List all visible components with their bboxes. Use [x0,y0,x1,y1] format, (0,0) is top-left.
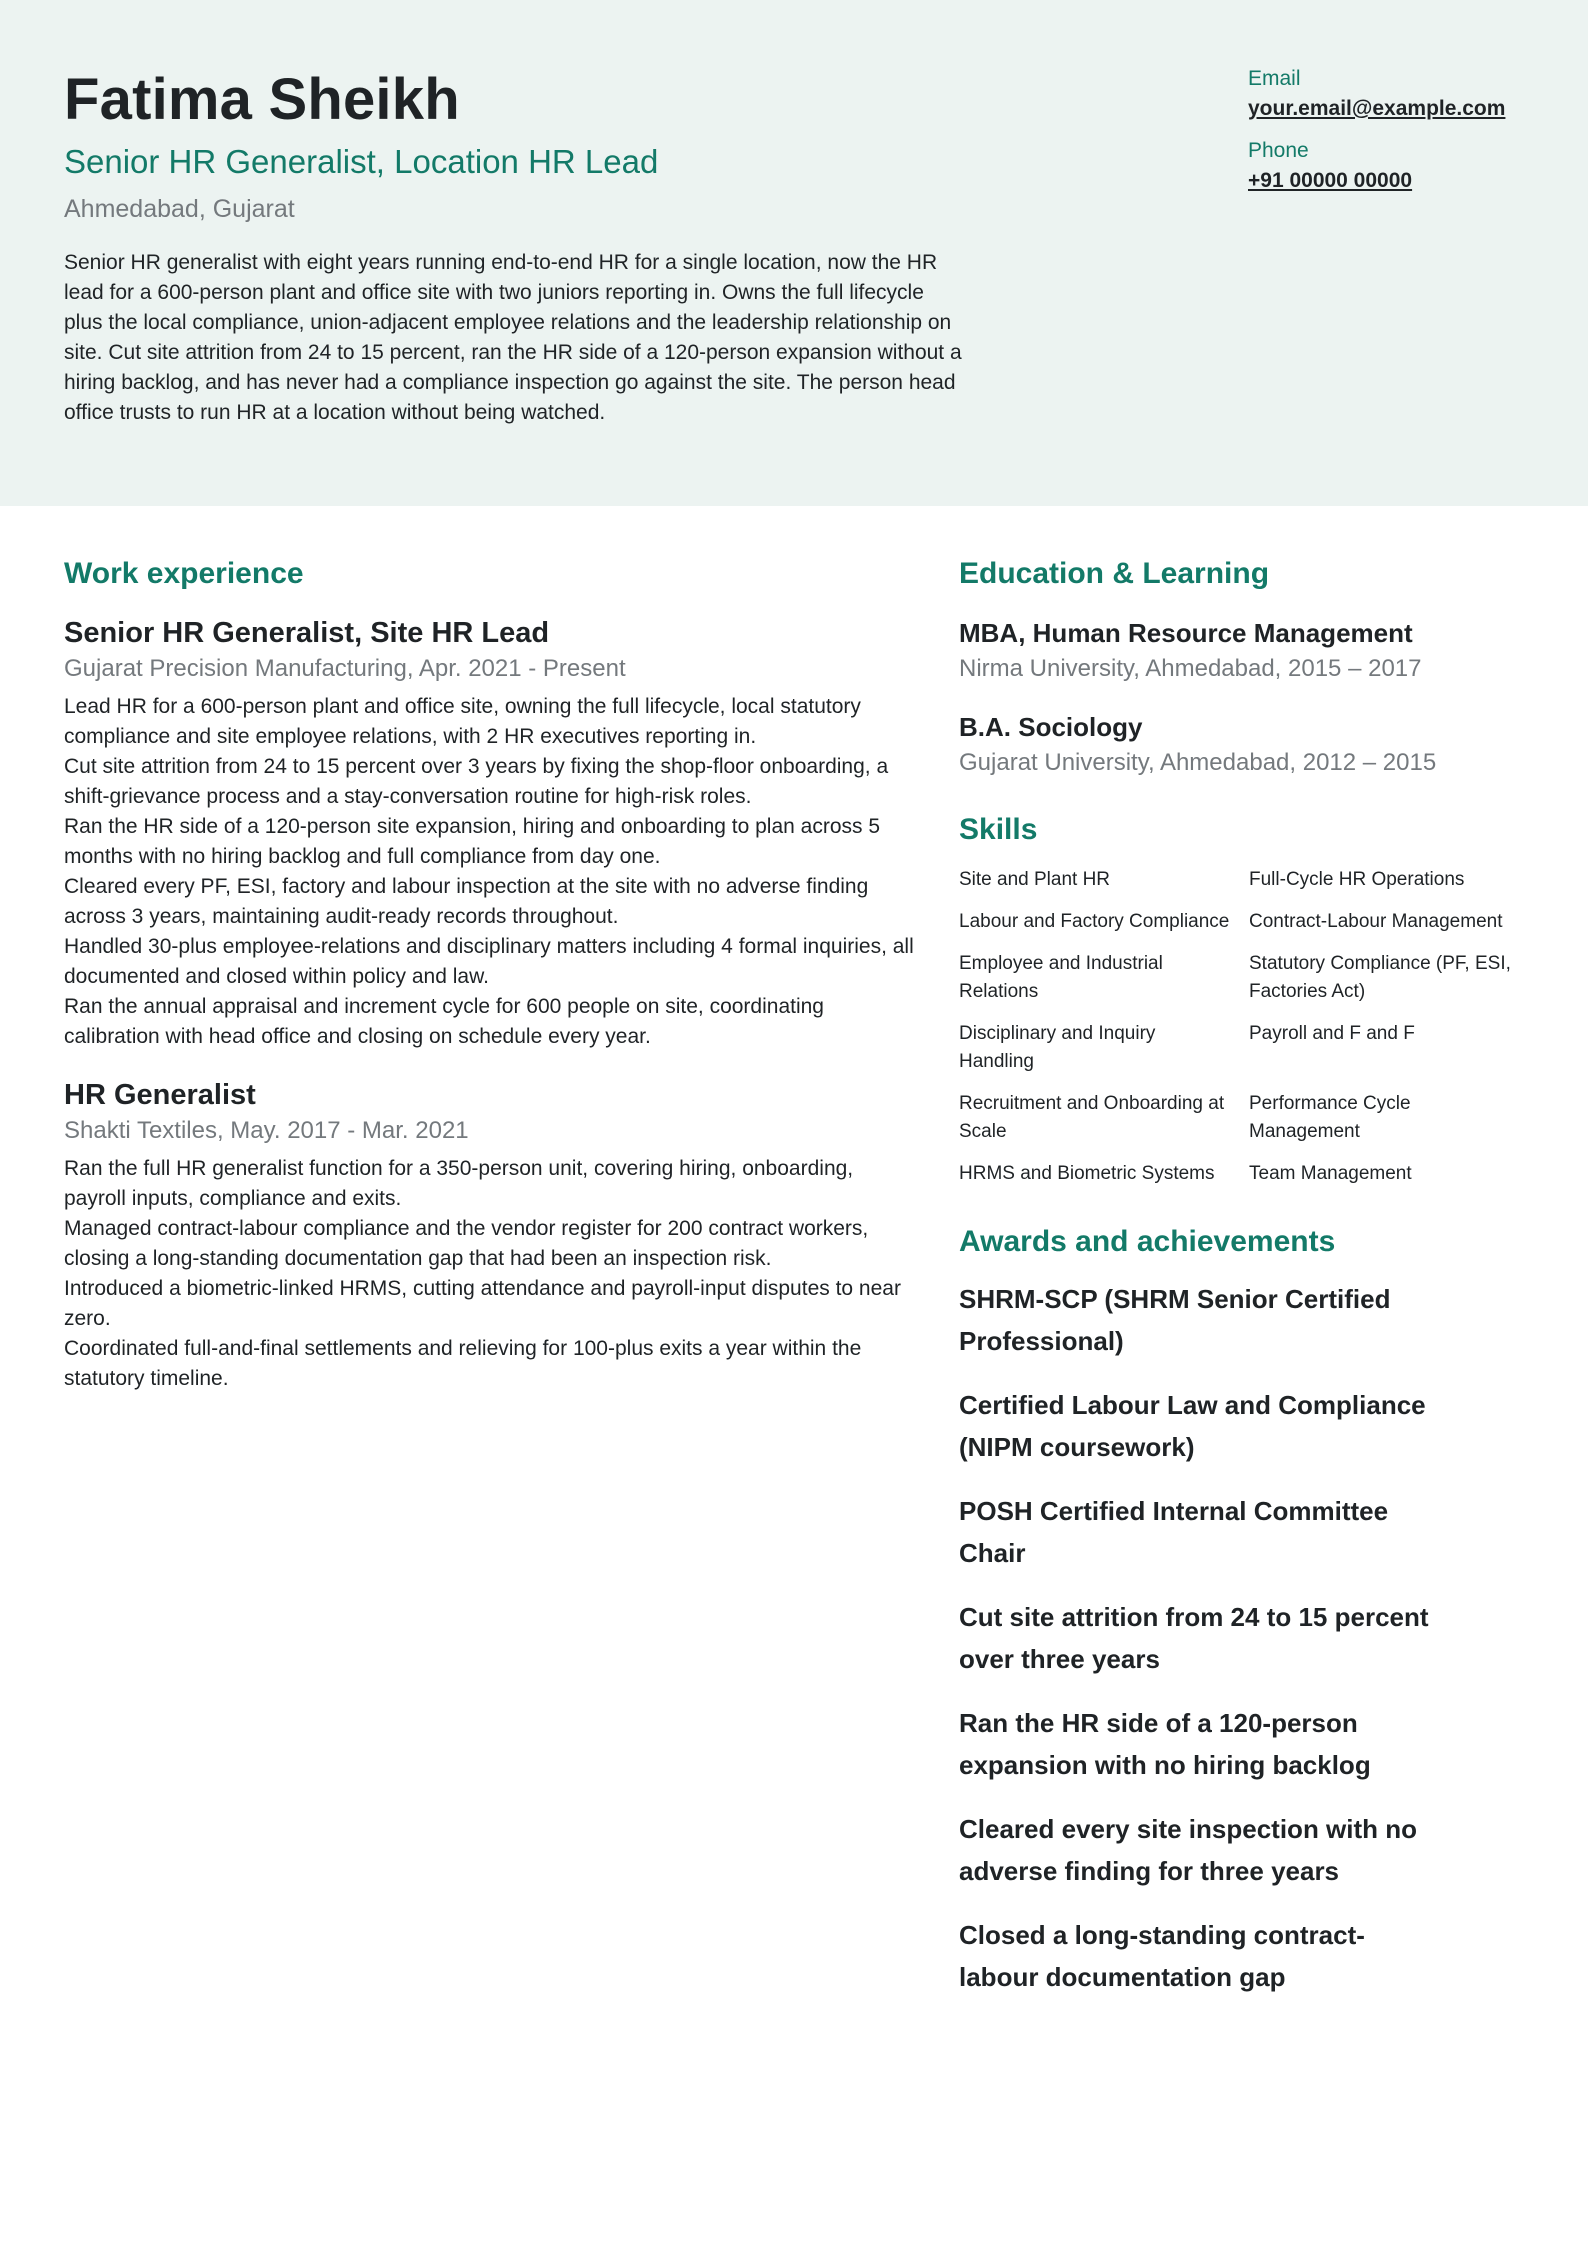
candidate-name: Fatima Sheikh [64,67,460,132]
skill-item: Employee and Industrial Relations [959,953,1163,1002]
education-entry [959,708,1539,780]
skill-item: Statutory Compliance (PF, ESI, Factories Act) [1249,953,1511,1002]
job-entry [64,1076,914,1394]
resume-header [0,0,1588,506]
award-item: Certified Labour Law and Compliance (NIPM coursework) [959,1390,1426,1462]
profile-summary: Senior HR generalist with eight years running end-to-end HR for a single location, now the HR lead for a 600-person plant and office site with two juniors reporting in. Owns the full lifecycle plus the local compliance, union-adjacent employee relations and the leadership relationship on site. Cut site attrition from 24 to 15 percent, ran the HR side of a 120-person expansion without a hiring backlog, and has never had a compliance inspection go against the site. The person head office trusts to run HR at a location without being watched. [64,251,962,424]
education-degree: B.A. Sociology [959,712,1143,742]
left-column [64,552,914,1418]
award-item: Cleared every site inspection with no adverse finding for three years [959,1814,1418,1886]
education-school: Nirma University, Ahmedabad, 2015 – 2017 [959,655,1422,682]
candidate-role: Senior HR Generalist, Location HR Lead [64,143,659,180]
education-entry [959,614,1539,686]
award-item: SHRM-SCP (SHRM Senior Certified Professional) [959,1284,1391,1356]
job-company-dates: Gujarat Precision Manufacturing, Apr. 2021 - Present [64,655,626,682]
job-title: Senior HR Generalist, Site HR Lead [64,617,550,649]
job-title: HR Generalist [64,1079,256,1111]
job-bullet: Ran the full HR generalist function for a 350-person unit, covering hiring, onboarding, payroll inputs, compliance and exits. [64,1157,854,1210]
skill-item: Disciplinary and Inquiry Handling [959,1023,1156,1072]
award-item: Cut site attrition from 24 to 15 percent over three years [959,1602,1429,1674]
education-degree: MBA, Human Resource Management [959,618,1413,648]
job-bullet: Ran the HR side of a 120-person site expansion, hiring and onboarding to plan across 5 months with no hiring backlog and full compliance from day one. [64,815,881,868]
education-school: Gujarat University, Ahmedabad, 2012 – 2015 [959,749,1437,776]
skill-item: Team Management [1249,1163,1412,1184]
skills-grid [959,866,1539,1188]
awards-heading: Awards and achievements [959,1225,1336,1258]
email-label: Email [1248,67,1301,90]
job-bullet: Cut site attrition from 24 to 15 percent over 3 years by fixing the shop-floor onboarding, a shift-grievance process and a stay-conversation routine for high-risk roles. [64,755,889,808]
contact-block [1248,64,1548,208]
job-bullet: Coordinated full-and-final settlements and relieving for 100-plus exits a year within the statutory timeline. [64,1337,862,1390]
skill-item: Site and Plant HR [959,869,1111,890]
job-bullet: Ran the annual appraisal and increment cycle for 600 people on site, coordinating calibration with head office and closing on schedule every year. [64,995,824,1048]
skill-item: Payroll and F and F [1249,1023,1415,1044]
award-item: Closed a long-standing contract-labour documentation gap [959,1920,1365,1992]
candidate-location: Ahmedabad, Gujarat [64,195,295,223]
work-experience-heading: Work experience [64,557,304,590]
skill-item: Recruitment and Onboarding at Scale [959,1093,1225,1142]
award-item: POSH Certified Internal Committee Chair [959,1496,1389,1568]
job-bullet: Managed contract-labour compliance and the vendor register for 200 contract workers, closing a long-standing documentation gap that had been an inspection risk. [64,1217,869,1270]
right-column [959,552,1539,2020]
job-bullet: Handled 30-plus employee-relations and disciplinary matters including 4 formal inquiries, all documented and closed within policy and law. [64,935,914,988]
phone-label: Phone [1248,139,1309,162]
job-entry [64,614,914,1052]
job-bullet: Lead HR for a 600-person plant and office site, owning the full lifecycle, local statutory compliance and site employee relations, with 2 HR executives reporting in. [64,695,861,748]
skill-item: Labour and Factory Compliance [959,911,1230,932]
job-bullet: Introduced a biometric-linked HRMS, cutting attendance and payroll-input disputes to near zero. [64,1277,901,1330]
skill-item: Performance Cycle Management [1249,1093,1411,1142]
skill-item: HRMS and Biometric Systems [959,1163,1215,1184]
email-link[interactable]: your.email@example.com [1248,97,1506,120]
skills-heading: Skills [959,813,1038,846]
job-bullet: Cleared every PF, ESI, factory and labour inspection at the site with no adverse finding across 3 years, maintaining audit-ready records throughout. [64,875,869,928]
phone-link[interactable]: +91 00000 00000 [1248,169,1413,192]
award-item: Ran the HR side of a 120-person expansion with no hiring backlog [959,1708,1371,1780]
skill-item: Full-Cycle HR Operations [1249,869,1465,890]
job-company-dates: Shakti Textiles, May. 2017 - Mar. 2021 [64,1117,469,1144]
education-heading: Education & Learning [959,557,1270,590]
skill-item: Contract-Labour Management [1249,911,1503,932]
